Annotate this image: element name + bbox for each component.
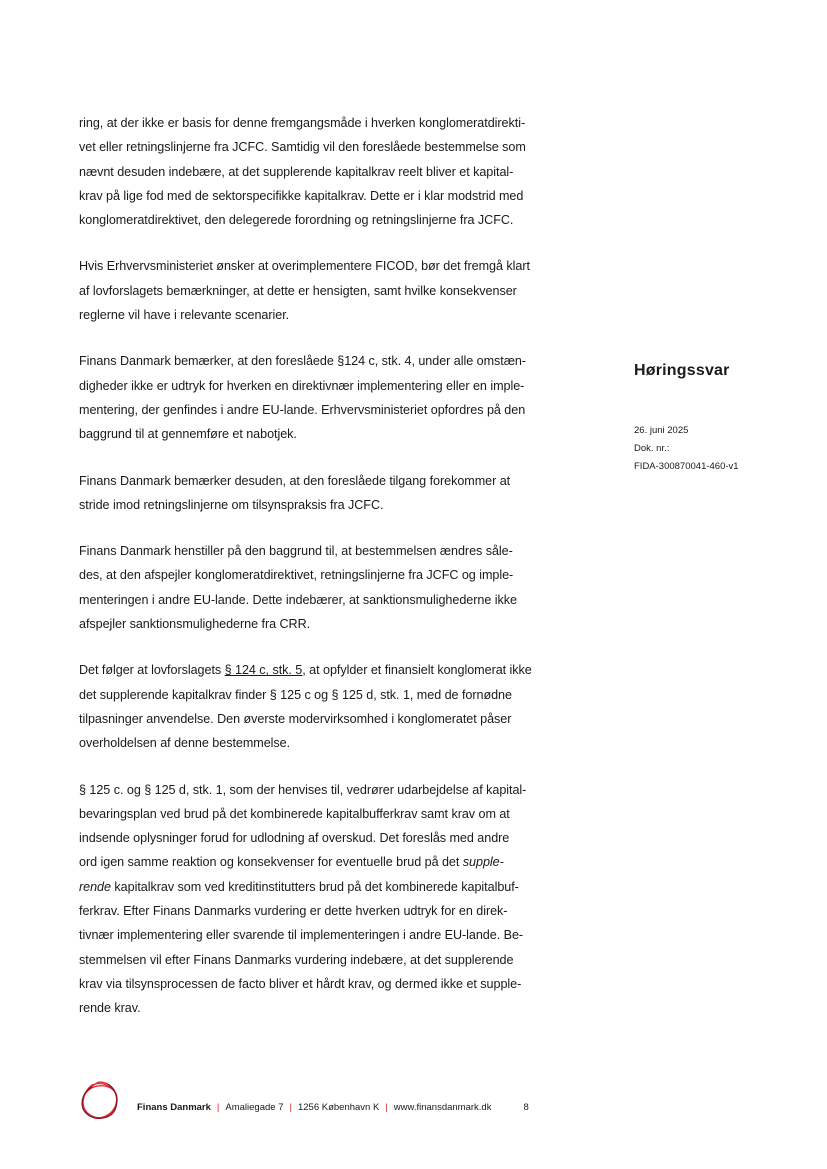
footer-organization: Finans Danmark bbox=[137, 1102, 211, 1113]
footer-separator: | bbox=[216, 1102, 220, 1113]
finans-danmark-logo-icon bbox=[78, 1079, 122, 1123]
document-number: FIDA-300870041-460-v1 bbox=[634, 461, 739, 472]
footer-separator: | bbox=[289, 1102, 292, 1113]
paragraph-3: Finans Danmark bemærker, at den foreslåede §124 c, stk. 4, under alle omstæn- digheder ikke er udtryk for hverken en direktivnær implementering eller en imple- mentering, der genfindes i andre EU-lande. Erhvervsministeriet opfordres på den baggrund til at gennemføre et nabotjek. bbox=[79, 354, 526, 442]
footer-city: 1256 København K bbox=[297, 1102, 380, 1113]
footer-website-link[interactable]: www.finansdanmark.dk bbox=[393, 1102, 492, 1113]
paragraph-7: § 125 c. og § 125 d, stk. 1, som der henvises til, vedrører udarbejdelse af kapital- bevaringsplan ved brud på det kombinerede kapitalbufferkrav samt krav om at indsende oplysninger forud for udlodning af overskud. Det foreslås med andre ord igen samme reaktion og konsekvenser for eventuelle brud på det supple- rende kapitalkrav som ved kreditinstitutters brud på det kombinerede kapitalbuf- ferkrav. Efter Finans Danmarks vurdering er dette hverken udtryk for en direk- tivnær implementering eller svarende til implementeringen i andre EU-lande. Be- stemmelsen vil efter Finans Danmarks vurdering indebære, at det supplerende krav via tilsynsprocessen de facto bliver et hårdt krav, og dermed ikke et supple- rende krav. bbox=[79, 782, 527, 1016]
paragraph-6: Det følger at lovforslagets § 124 c, stk. 5, at opfylder et finansielt konglomerat ikke det supplerende kapitalkrav finder § 125 c og § 125 d, stk. 1, med de fornødne tilpasninger anvendelse. Den øverste modervirksomhed i konglomeratet påser overholdelsen af denne bestemmelse. bbox=[79, 663, 532, 751]
document-meta bbox=[634, 422, 814, 476]
document-type-title: Høringssvar bbox=[634, 362, 730, 379]
law-reference-link[interactable]: § 124 c, stk. 5 bbox=[224, 663, 303, 678]
sidebar-metadata bbox=[634, 362, 814, 476]
footer-separator: | bbox=[385, 1102, 388, 1113]
paragraph-5: Finans Danmark henstiller på den baggrund til, at bestemmelsen ændres såle- des, at den afspejler konglomeratdirektivet, retningslinjerne fra JCFC og imple- menteringen i andre EU-lande. Dette indebærer, at sanktionsmulighederne ikke afspejler sanktionsmulighederne fra CRR. bbox=[79, 544, 517, 632]
page-footer bbox=[137, 1102, 529, 1113]
paragraph-1: ring, at der ikke er basis for denne fremgangsmåde i hverken konglomeratdirekti- vet eller retningslinjerne fra JCFC. Samtidig vil den foreslåede bestemmelse som nævnt desuden indebære, at det supplerende kapitalkrav reelt bliver et kapital- krav på lige fod med de sektorspecifikke kapitalkrav. Dette er i klar modstrid med konglomeratdirektivet, den delegerede forordning og retningslinjerne fra JCFC. bbox=[79, 116, 526, 228]
document-date: 26. juni 2025 bbox=[634, 425, 689, 436]
footer-address: Amaliegade 7 bbox=[225, 1102, 284, 1113]
main-text bbox=[79, 111, 574, 1043]
document-number-label: Dok. nr.: bbox=[634, 443, 670, 454]
paragraph-4: Finans Danmark bemærker desuden, at den foreslåede tilgang forekommer at stride imod retningslinjerne om tilsynspraksis fra JCFC. bbox=[79, 473, 511, 512]
paragraph-2: Hvis Erhvervsministeriet ønsker at overimplementere FICOD, bør det fremgå klart af lovforslagets bemærkninger, at dette er hensigten, samt hvilke konsekvenser reglerne vil have i relevante scenarier. bbox=[79, 259, 530, 323]
page-number: 8 bbox=[523, 1102, 529, 1113]
